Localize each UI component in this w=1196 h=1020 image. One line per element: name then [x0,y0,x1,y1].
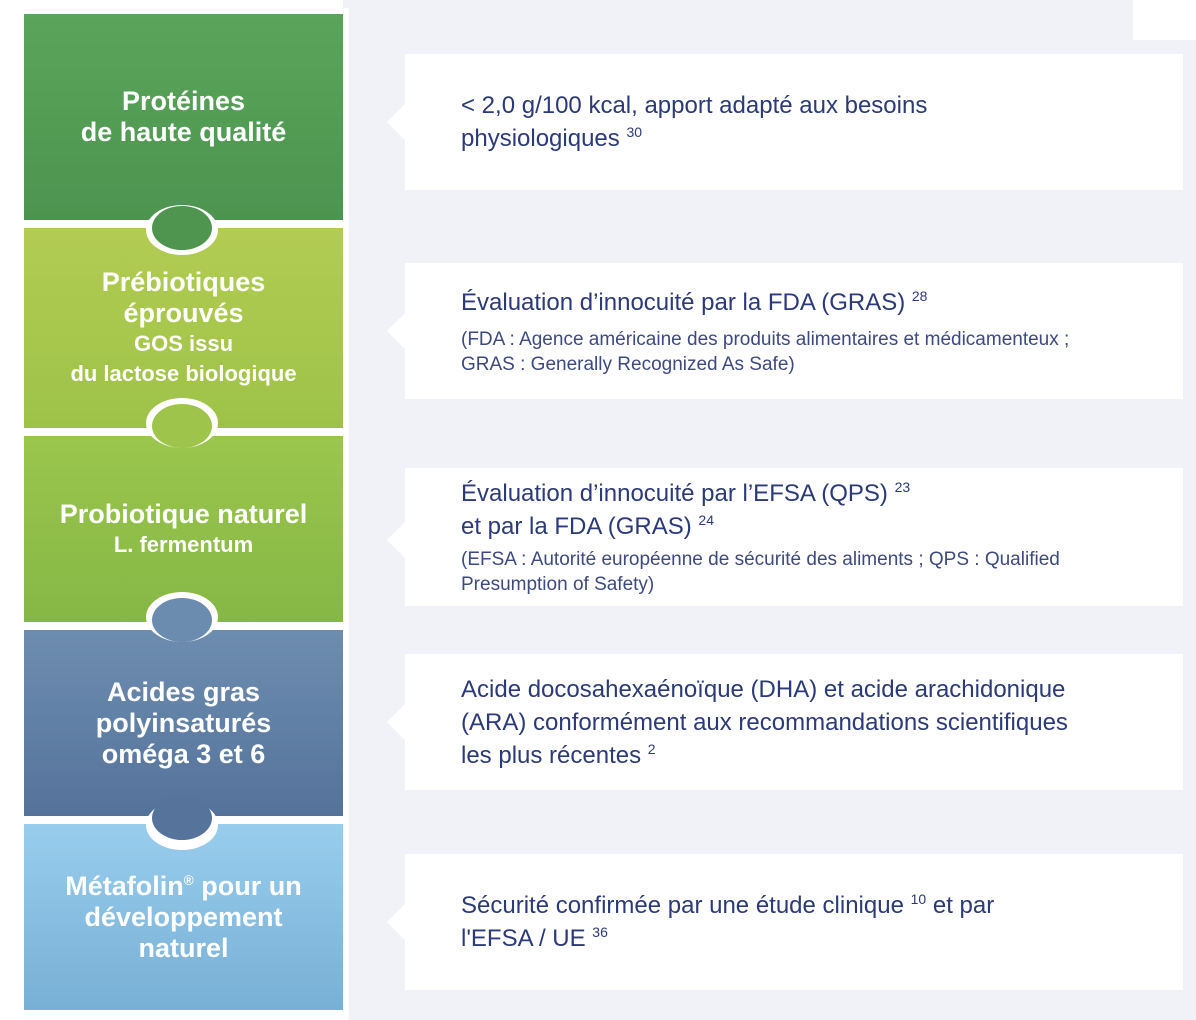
puzzle-tab [152,206,212,250]
registered-mark: ® [183,872,194,888]
panel-sub-line: GOS issu [133,331,234,356]
card-pointer [387,522,405,558]
panel-title-line: Protéines [121,86,246,116]
card-pointer [387,313,405,349]
card-metafolin [405,854,1183,990]
card-note-line: (EFSA : Autorité européenne de sécurité des aliments ; QPS : Qualified [461,549,1060,570]
card-prebiotiques [405,263,1183,399]
reference-number: 24 [698,512,714,528]
card-main-line [461,922,1143,955]
reference-number: 23 [894,479,911,495]
panel-sub-line: du lactose biologique [70,361,297,386]
panel-title-line: Probiotique naturel [59,498,308,529]
reference-number: 28 [911,287,928,304]
card-acides-gras [405,654,1183,790]
reference-number: 36 [592,924,608,940]
card-pointer [387,904,405,940]
puzzle-tab [152,598,212,642]
panel-proteines [24,14,343,220]
reference-number: 10 [910,891,927,907]
card-main-line [461,739,1143,772]
card-main-line [461,510,1143,543]
card-main-line [461,286,1143,319]
panel-title-line: Prébiotiques [101,267,266,297]
card-note-line: GRAS : Generally Recognized As Safe) [461,353,795,375]
card-main-text: l'EFSA / UE [461,925,586,952]
card-main-text: les plus récentes [461,741,642,769]
puzzle-tab [152,404,212,448]
card-main-line: < 2,0 g/100 kcal, apport adapté aux besoins [461,92,928,119]
card-main-text: physiologiques [461,125,620,152]
panel-title-line: Acides gras [106,676,261,707]
panel-sub-line: L. fermentum [113,531,254,557]
card-probiotique [405,468,1183,606]
panel-title-line: éprouvés [123,298,244,328]
card-note-line: (FDA : Agence américaine des produits alimentaires et médicamenteux ; [461,328,1070,350]
panel-title-line: polyinsaturés [95,707,272,738]
panel-metafolin [24,824,343,1010]
card-main-line [461,122,1143,155]
card-pointer [387,104,405,140]
panel-acides-gras [24,630,343,816]
panel-title-suffix: pour un [193,870,302,901]
panel-title-line: développement [84,901,283,932]
card-main-text: et par [926,892,995,919]
card-note-line: Presumption of Safety) [461,574,655,595]
card-main-line [461,889,1143,922]
card-main-line [461,477,1143,510]
panel-title-line: de haute qualité [80,117,287,147]
card-main-text: Évaluation d’innocuité par la FDA (GRAS) [461,288,906,316]
reference-number: 2 [647,740,656,757]
panel-title-line: naturel [138,932,229,963]
card-main-text: Évaluation d’innocuité par l’EFSA (QPS) [461,480,888,507]
puzzle-tab [152,796,212,840]
card-main-text: et par la FDA (GRAS) [461,513,692,540]
reference-number: 30 [626,124,643,140]
panel-title-prefix: Métafolin [65,870,184,901]
card-pointer [387,704,405,740]
card-main-line: (ARA) conformément aux recommandations scientifiques [461,708,1068,736]
card-main-line: Acide docosahexaénoïque (DHA) et acide arachidonique [461,675,1066,703]
card-proteines [405,54,1183,190]
card-main-text: Sécurité confirmée par une étude clinique [461,892,904,919]
panel-title-line: oméga 3 et 6 [101,738,266,769]
panel-title-line [65,871,301,902]
